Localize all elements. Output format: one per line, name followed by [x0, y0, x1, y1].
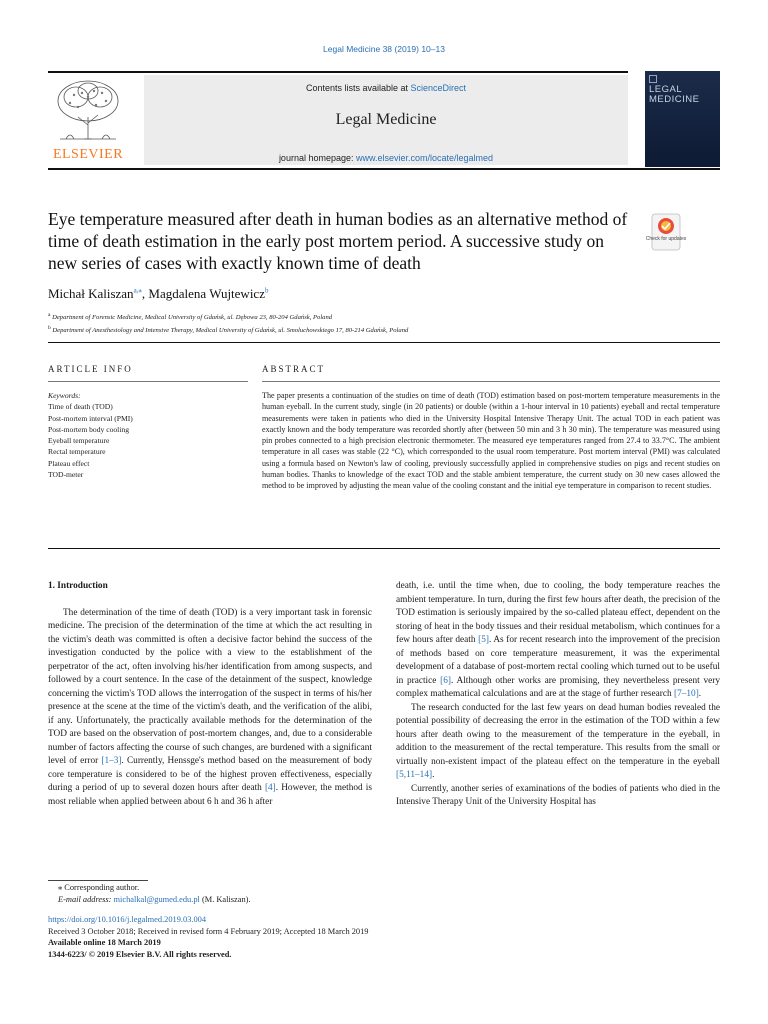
- body-paragraph: [48, 607, 372, 810]
- journal-name: Legal Medicine: [335, 111, 437, 128]
- author-list: [48, 286, 268, 302]
- check-for-updates-icon[interactable]: [646, 212, 686, 252]
- affiliation-a-text: Department of Forensic Medicine, Medical University of Gdańsk, ul. Dębowa 23, 80-204 Gdańsk, Poland: [50, 314, 333, 322]
- check-for-updates-label[interactable]: Check for updates: [645, 236, 687, 242]
- reference-link[interactable]: [5]: [478, 635, 489, 645]
- keywords-heading: Keywords:: [48, 391, 81, 400]
- introduction-heading: 1. Introduction: [48, 581, 108, 591]
- article-info-label: ARTICLE INFO: [48, 364, 133, 374]
- journal-homepage-link[interactable]: www.elsevier.com/locate/legalmed: [356, 153, 494, 163]
- paragraph-text: .: [432, 770, 435, 780]
- reference-link[interactable]: [7–10]: [674, 689, 699, 699]
- author-email-link[interactable]: michalkal@gumed.edu.pl: [113, 894, 200, 904]
- author-kaliszan[interactable]: Michał Kaliszan: [48, 286, 134, 301]
- masthead-rule-bottom: [48, 168, 720, 170]
- received-dates: Received 3 October 2018; Received in revised form 4 February 2019; Accepted 18 March 2019: [48, 926, 369, 936]
- body-paragraph: [396, 580, 720, 702]
- author-wujtewicz[interactable]: , Magdalena Wujtewicz: [141, 286, 265, 301]
- cover-title: LEGAL MEDICINE: [649, 84, 700, 105]
- body-paragraph: [396, 702, 720, 783]
- keyword-item[interactable]: Post-mortem body cooling: [48, 424, 129, 434]
- affiliation-b: [48, 323, 728, 336]
- article-title: Eye temperature measured after death in human bodies as an alternative method of time of death estimation in the early post mortem period. A successive study on new series of cases with exactly known time of death: [48, 209, 628, 273]
- journal-cover-thumbnail[interactable]: [645, 71, 720, 167]
- elsevier-logo[interactable]: [48, 77, 128, 165]
- body-column-left: [48, 580, 372, 809]
- keyword-item[interactable]: Eyeball temperature: [48, 436, 110, 446]
- homepage-prefix: journal homepage:: [278, 153, 356, 163]
- keyword-item[interactable]: Post-mortem interval (PMI): [48, 413, 133, 423]
- reference-link[interactable]: [4]: [264, 783, 276, 793]
- paragraph-text: The determination of the time of death (TOD) is a very important task in forensic medicine. The precision of the determination of the time at which the act resulting in the victim's death was committed is often a decisive factor behind the success of the investigation conducted by the police with a view to the establishment of the perpetrator of the act, often involving his/her identification from among suspects, and followed by a court sentence. In the case of the detainment of the suspect, knowledge concerning the victim's TOD allows the interrogation of the suspect in terms of his/her presence at the scene at the time of the victim's death, and the verification of the alibi, if any. Unfortunately, the practically available methods for the determination of the TOD are based on the observation of post-mortem changes, and, due to a considerable number of factors affecting the course of such changes, are burdened with a significant level of error: [48, 607, 372, 766]
- abstract-rule: [262, 381, 720, 382]
- keywords-block: [48, 390, 248, 480]
- cover-logo-mark: [649, 75, 657, 83]
- affiliation-a: [48, 310, 728, 323]
- paragraph-text: . Currently, Henssge's method based on the measurement of body core temperature is considered to be of the highest proven effectiveness, especially during a period of up to several dozen hours after death: [48, 756, 372, 793]
- paragraph-text: . As for recent research into the improvement of the precision of methods based on core temperature measurement, it was the experimental development of a database of post-mortem rectal cooling which turned out to be useful in practice: [396, 635, 720, 686]
- keyword-item[interactable]: Rectal temperature: [48, 447, 106, 457]
- paragraph-text: . However, the method is most reliable when applied between about 6 h and 36 h after: [48, 783, 372, 807]
- keyword-item[interactable]: Plateau effect: [48, 458, 90, 468]
- footnote-rule: [48, 880, 148, 881]
- affiliation-b-marker: b: [48, 325, 51, 332]
- keyword-item[interactable]: TOD-meter: [48, 470, 84, 480]
- contents-prefix: Contents lists available at: [305, 83, 411, 93]
- reference-link[interactable]: [5,11–14]: [396, 770, 433, 780]
- body-column-right: [396, 580, 720, 810]
- journal-info-band: [144, 75, 628, 165]
- journal-citation[interactable]: Legal Medicine 38 (2019) 10–13: [323, 44, 445, 54]
- sciencedirect-link[interactable]: ScienceDirect: [410, 83, 467, 93]
- copyright-notice: 1344-6223/ © 2019 Elsevier B.V. All rights reserved.: [48, 949, 232, 959]
- author-wujtewicz-affil[interactable]: b: [264, 286, 269, 295]
- affiliation-b-text: Department of Anesthesiology and Intensive Therapy, Medical University of Gdańsk, ul. Smoluchowskiego 17, 80-214 Gdańsk, Poland: [50, 327, 409, 335]
- abstract-label: ABSTRACT: [262, 364, 326, 374]
- masthead-rule-top: [48, 71, 628, 73]
- elsevier-wordmark: ELSEVIER: [52, 147, 124, 162]
- journal-homepage-line: [144, 153, 628, 163]
- footnotes: [48, 882, 448, 905]
- reference-link[interactable]: [6]: [440, 675, 451, 686]
- reference-link[interactable]: [1–3]: [101, 756, 122, 766]
- contents-available-line: [144, 83, 628, 93]
- email-label: E-mail address:: [58, 894, 114, 904]
- paragraph-text: death, i.e. until the time when, due to cooling, the body temperature reaches the ambient temperature. In turn, during the first few hours after death, the precision of the TOD estimation is seriously impaired by the so-called plateau effect, dependent on the storing of heat in the body tissues and their residual metabolism, which continues for a few hours after death: [396, 581, 720, 645]
- corresponding-author-note: ⁎ Corresponding author.: [58, 883, 140, 892]
- body-paragraph: Currently, another series of examinations of the bodies of patients who died in the Intensive Therapy Unit of the University Hospital has: [396, 783, 720, 807]
- abstract-text: The paper presents a continuation of the studies on time of death (TOD) estimation based on post-mortem temperature measurements in the human eyeball. In the current study, single (in 20 patients) or double (within a 1-hour interval in 10 patients) eyeball and rectal temperature measurements were taken in patients who died in the University Hospital Intensive Therapy Unit. The actual TOD in each patient was exactly known and the body temperature was recorded shortly after (between 50 min and 3 h 30 min). The temperature was measured using pin probes connected to a high precision electronic thermometer. The measured eye temperatures ranged from 27.4 to 33.7°C. The ambient temperature in all cases was stable (22 °C), which corresponded to the usual room temperature. Post mortem interval (PMI) was calculated using a formula based on Newton's law of cooling, previously successfully applied in comprehensive studies on pigs and recent studies on human bodies. Thanks to knowledge of the exact TOD and the stable ambient temperature, the current study on 30 new cases allowed the method to be improved by adjusting the mean value of the cooling constant and the initial eye temperature in comparison to recent studies.: [262, 391, 720, 491]
- keyword-item[interactable]: Time of death (TOD): [48, 402, 113, 412]
- publication-info: [48, 914, 548, 960]
- doi-link[interactable]: https://doi.org/10.1016/j.legalmed.2019.03.004: [48, 915, 207, 924]
- section-divider-top: [48, 342, 720, 343]
- paragraph-text: .: [698, 689, 702, 699]
- affiliations: [48, 310, 728, 336]
- elsevier-tree-icon: [48, 77, 128, 149]
- affiliation-a-marker: a: [48, 312, 51, 318]
- section-divider-bottom: [48, 548, 720, 549]
- email-suffix: (M. Kaliszan).: [199, 894, 251, 904]
- paragraph-text: . Although other works are promising, they nevertheless present very complex mathematical calculations and are at the stage of further research: [396, 675, 720, 699]
- article-info-rule: [48, 381, 248, 382]
- email-note: [48, 894, 448, 906]
- journal-masthead: [48, 71, 720, 169]
- available-online: Available online 18 March 2019: [48, 938, 161, 947]
- paragraph-text: The research conducted for the last few years on dead human bodies revealed the potential possibility of decreasing the error in the estimation of the TOD within a few hours after death owing to the measurement of the temperature in the eyeball, in addition to the measurement of the rectal temperature. This results from the small or virtually non-existent impact of the plateau effect on the temperature in the eyeball: [396, 702, 720, 767]
- author-kaliszan-affil[interactable]: a,⁎: [133, 286, 142, 295]
